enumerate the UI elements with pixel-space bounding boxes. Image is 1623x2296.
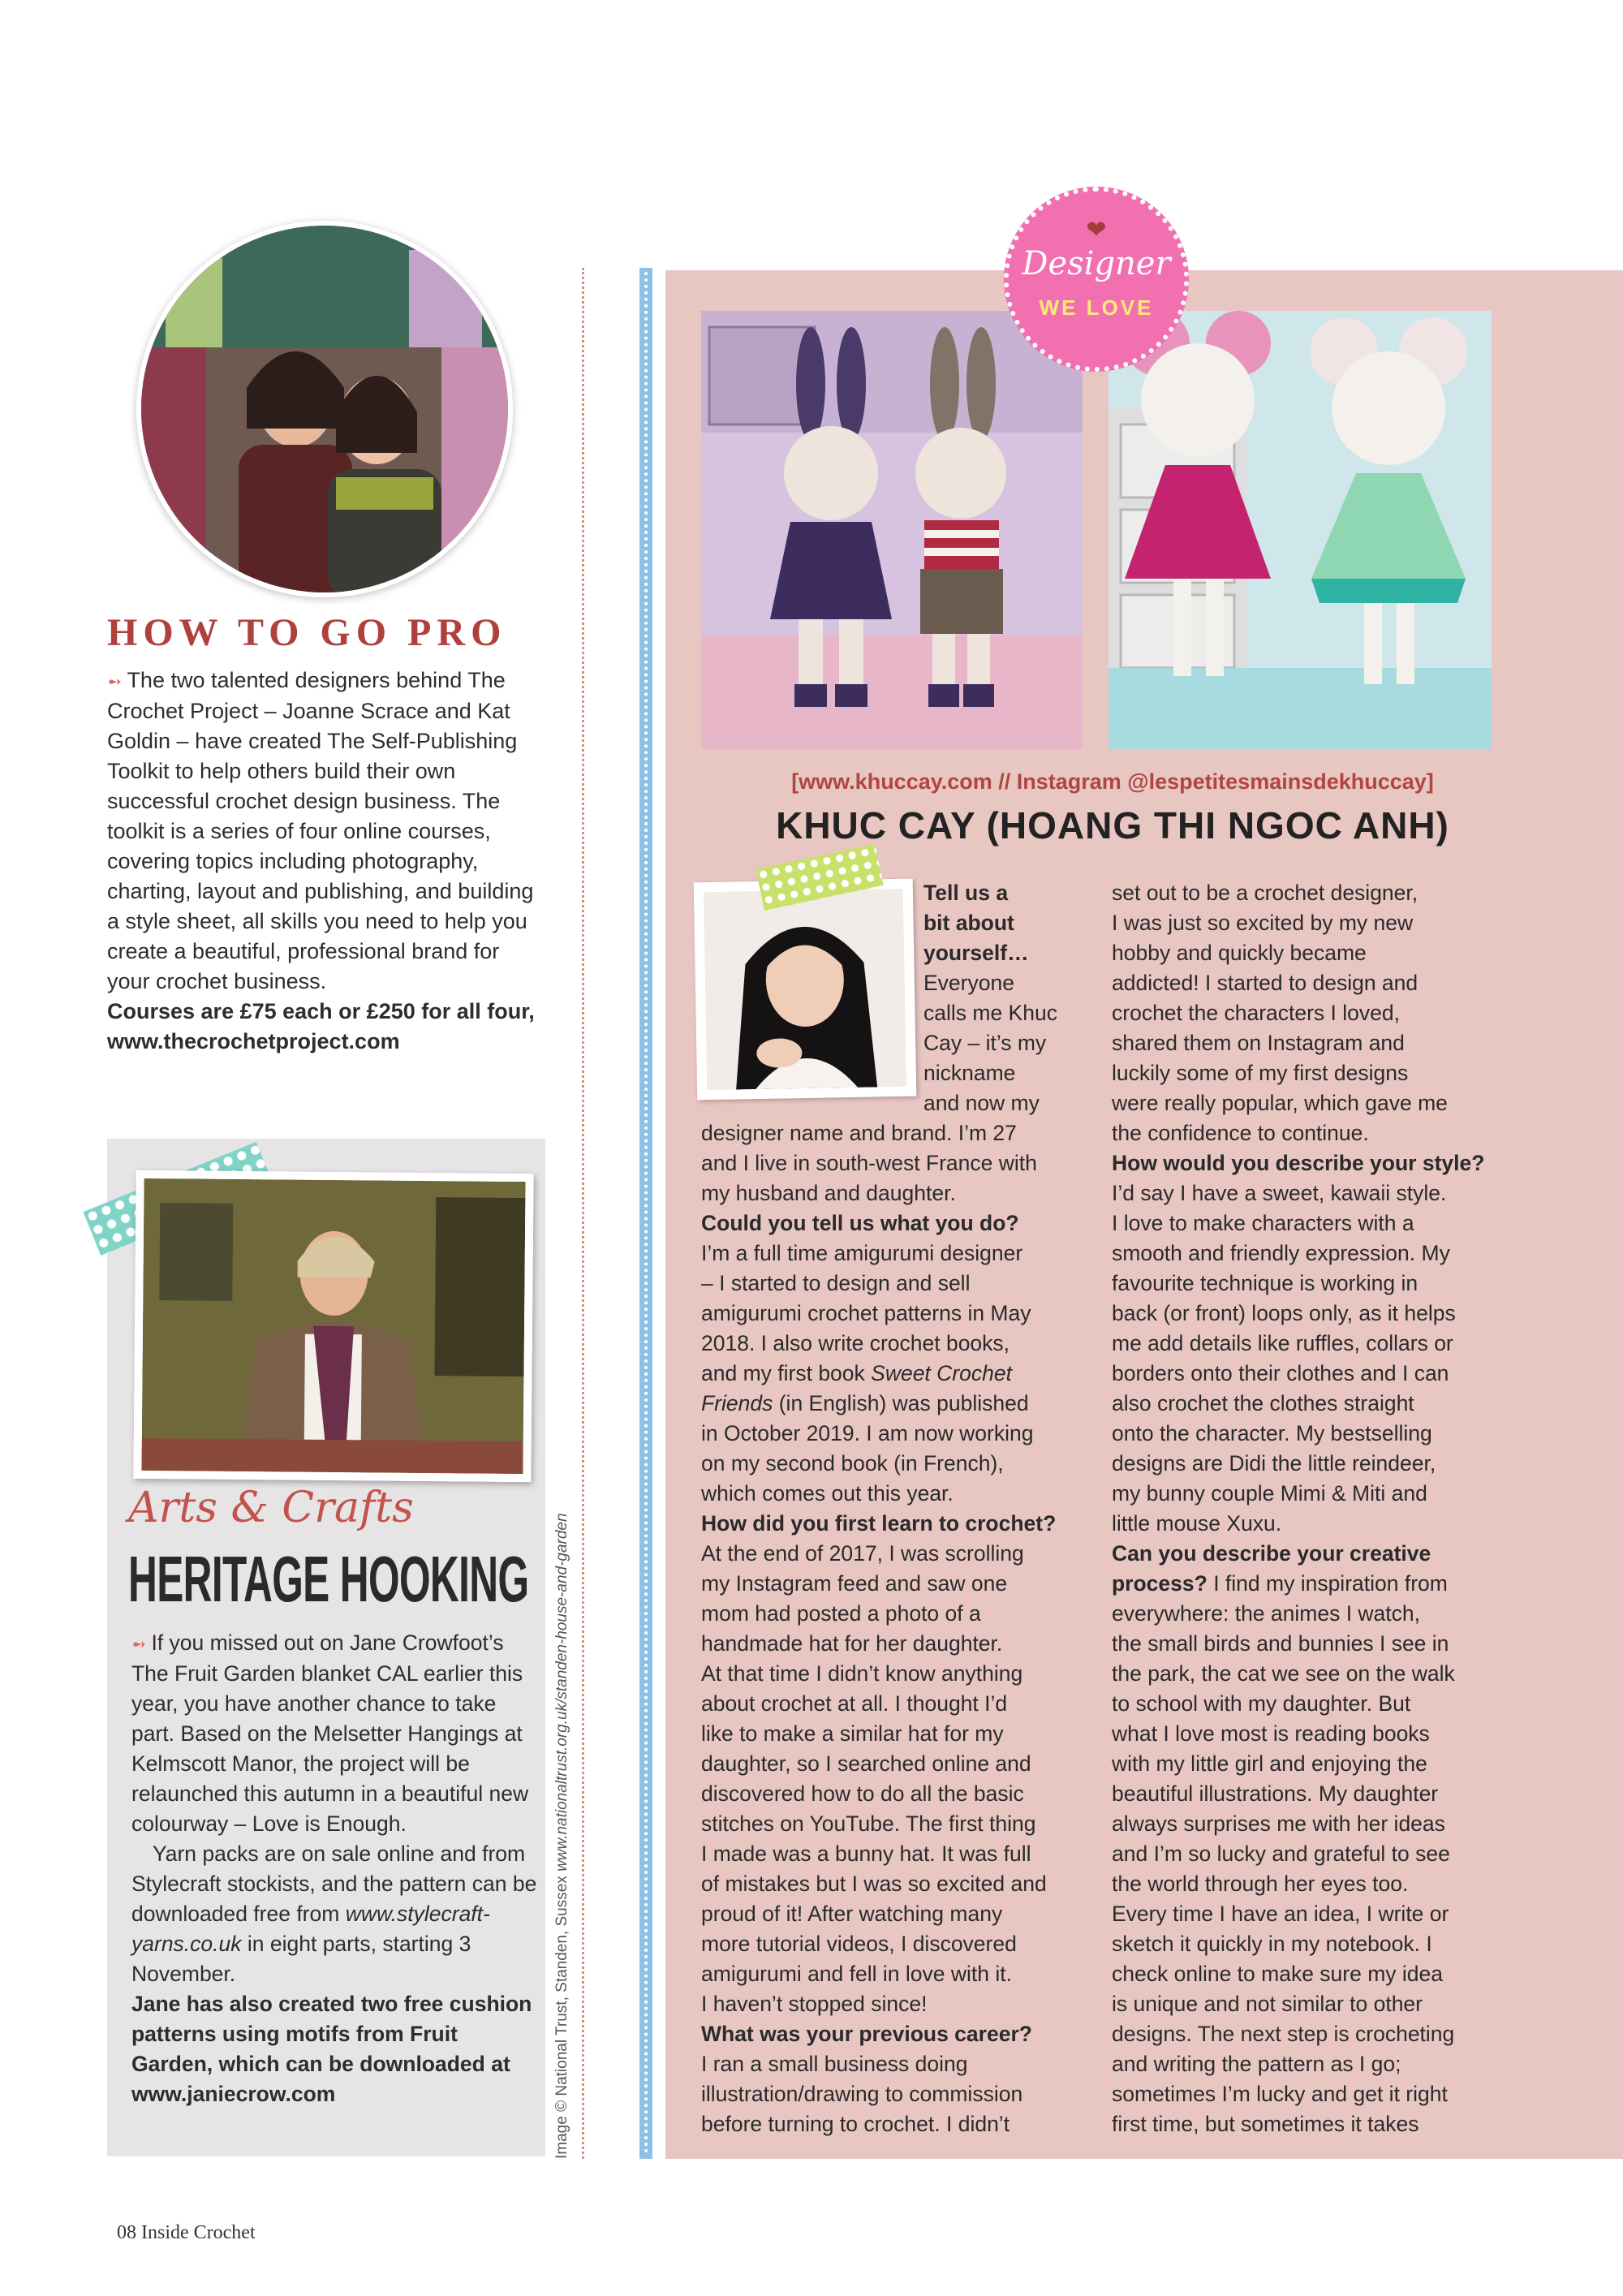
article-line: luckily some of my first designs [1112, 1061, 1409, 1085]
article-line: sometimes I’m lucky and get it right [1112, 2082, 1448, 2106]
article-line: of mistakes but I was so excited and [701, 1872, 1047, 1896]
article-line: I was just so excited by my new [1112, 911, 1414, 935]
page-footer [117, 2222, 256, 2244]
blue-divider-dots [644, 272, 648, 2155]
article-line: the confidence to continue. [1112, 1121, 1369, 1145]
article-line: amigurumi crochet patterns in May [701, 1301, 1031, 1325]
heritage-hooking-text [131, 1628, 537, 2109]
article-line: the small birds and bunnies I see in [1112, 1631, 1449, 1656]
article-line: addicted! I started to design and [1112, 971, 1419, 995]
article-line: first time, but sometimes it takes [1112, 2112, 1419, 2136]
jane-crowfoot-photo [133, 1170, 533, 1482]
article-line: my Instagram feed and saw one [701, 1571, 1008, 1596]
designer-we-love-badge [1004, 187, 1189, 372]
how-to-go-pro-body: The two talented designers behind The Crochet Project – Joanne Scrace and Kat Goldin – have created The Self-Publishing Toolkit to help others build their own successful crochet design business. The toolkit is a series of four online courses, covering topics including photography, charting, layout and publishing, and building a style sheet, all skills you need to help you create a beautiful, professional brand for your crochet business. [107, 668, 534, 993]
article-line: yourself… [923, 941, 1029, 965]
article-line: and I live in south-west France with [701, 1151, 1037, 1175]
article-line: my bunny couple Mimi & Miti and [1112, 1481, 1427, 1506]
heritage-paragraph-2: Yarn packs are on sale online and from Stylecraft stockists, and the pattern can be downloaded free from www.stylecraft-yarns.co.uk in eight parts, starting 3 November. [131, 1842, 537, 1986]
article-column-2 [1112, 878, 1501, 2139]
article-line: onto the character. My bestselling [1112, 1421, 1432, 1445]
article-line: amigurumi and fell in love with it. [701, 1962, 1012, 1986]
article-line: 2018. I also write crochet books, [701, 1331, 1010, 1355]
designers-round-photo [136, 221, 513, 597]
badge-script: Designer [1022, 245, 1171, 282]
article-line: and now my [923, 1091, 1040, 1115]
article-line: I’m a full time amigurumi designer [701, 1241, 1023, 1265]
article-line: – I started to design and sell [701, 1271, 971, 1295]
article-line: How did you first learn to crochet? [701, 1511, 1057, 1536]
article-line: Every time I have an idea, I write or [1112, 1902, 1449, 1926]
article-line: shared them on Instagram and [1112, 1031, 1405, 1055]
article-line: Friends (in English) was published [701, 1391, 1029, 1415]
article-line: the world through her eyes too. [1112, 1872, 1409, 1896]
dotted-divider [582, 268, 584, 2159]
article-line: to school with my daughter. But [1112, 1691, 1411, 1716]
arrow-icon: ➻ [107, 671, 123, 691]
article-line: handmade hat for her daughter. [701, 1631, 1003, 1656]
article-line: I made was a bunny hat. It was full [701, 1842, 1031, 1866]
article-line: were really popular, which gave me [1112, 1091, 1448, 1115]
article-line: I ran a small business doing [701, 2052, 968, 2076]
how-to-go-pro-pricing: Courses are £75 each or £250 for all four, www.thecrochetproject.com [107, 999, 535, 1053]
article-line: my husband and daughter. [701, 1181, 956, 1205]
article-line: bit about [923, 911, 1014, 935]
article-line: the park, the cat we see on the walk [1112, 1661, 1455, 1686]
article-line: what I love most is reading books [1112, 1721, 1430, 1746]
badge-subtitle: WE LOVE [1039, 295, 1154, 320]
article-line: check online to make sure my idea [1112, 1962, 1444, 1986]
how-to-go-pro-text [107, 666, 545, 1057]
article-line: with my little girl and enjoying the [1112, 1751, 1427, 1776]
designer-name: KHUC CAY (HOANG THI NGOC ANH) [776, 804, 1449, 846]
arts-crafts-script: Arts & Crafts [128, 1484, 414, 1532]
article-line: Can you describe your creative [1112, 1541, 1431, 1566]
article-line: little mouse Xuxu. [1112, 1511, 1282, 1536]
article-line: Could you tell us what you do? [701, 1211, 1019, 1235]
mouse-amigurumi-photo [1109, 311, 1492, 749]
article-line: proud of it! After watching many [701, 1902, 1003, 1926]
article-line: stitches on YouTube. The first thing [701, 1811, 1036, 1836]
page-number: 08 [117, 2222, 136, 2243]
article-line: also crochet the clothes straight [1112, 1391, 1414, 1415]
article-line: designs. The next step is crocheting [1112, 2022, 1455, 2046]
article-line: At the end of 2017, I was scrolling [701, 1541, 1024, 1566]
article-line: designer name and brand. I’m 27 [701, 1121, 1017, 1145]
article-line: favourite technique is working in [1112, 1271, 1419, 1295]
article-line: calls me Khuc [923, 1001, 1057, 1025]
bunny-amigurumi-photo [701, 311, 1083, 749]
article-line: What was your previous career? [701, 2022, 1032, 2046]
article-line: process? I find my inspiration from [1112, 1571, 1448, 1596]
article-line: me add details like ruffles, collars or [1112, 1331, 1453, 1355]
article-line: and my first book Sweet Crochet [701, 1361, 1012, 1385]
article-line: I haven’t stopped since! [701, 1992, 928, 2016]
stylecraft-link[interactable]: www.stylecraft-yarns.co.uk [131, 1902, 490, 1956]
heritage-bold-note: Jane has also created two free cushion patterns using motifs from Fruit Garden, which can be downloaded at www.janiecrow.com [131, 1992, 532, 2106]
article-line: I’d say I have a sweet, kawaii style. [1112, 1181, 1447, 1205]
article-line: smooth and friendly expression. My [1112, 1241, 1450, 1265]
article-line: like to make a similar hat for my [701, 1721, 1004, 1746]
article-line: on my second book (in French), [701, 1451, 1004, 1475]
article-line: everywhere: the animes I watch, [1112, 1601, 1421, 1626]
article-line: more tutorial videos, I discovered [701, 1932, 1017, 1956]
designer-urls[interactable]: [www.khuccay.com // Instagram @lespetitesmainsdekhuccay] [791, 769, 1434, 794]
article-line: before turning to crochet. I didn’t [701, 2112, 1010, 2136]
article-line: mom had posted a photo of a [701, 1601, 981, 1626]
article-line: back (or front) loops only, as it helps [1112, 1301, 1456, 1325]
article-line: crochet the characters I loved, [1112, 1001, 1400, 1025]
arrow-icon: ➻ [131, 1634, 147, 1654]
how-to-go-pro-title: HOW TO GO PRO [107, 611, 507, 654]
article-line: in October 2019. I am now working [701, 1421, 1034, 1445]
article-line: borders onto their clothes and I can [1112, 1361, 1449, 1385]
article-line: discovered how to do all the basic [701, 1781, 1024, 1806]
heart-icon: ❤ [1086, 217, 1107, 243]
article-line: and I’m so lucky and grateful to see [1112, 1842, 1450, 1866]
article-line: How would you describe your style? [1112, 1151, 1485, 1175]
article-line: is unique and not similar to other [1112, 1992, 1423, 2016]
article-line: hobby and quickly became [1112, 941, 1367, 965]
article-line: Tell us a [923, 881, 1009, 905]
article-column-1 [701, 878, 1091, 2139]
article-line: designs are Didi the little reindeer, [1112, 1451, 1436, 1475]
article-line: which comes out this year. [701, 1481, 954, 1506]
article-line: Everyone [923, 971, 1014, 995]
article-line: about crochet at all. I thought I’d [701, 1691, 1008, 1716]
article-line: and writing the pattern as I go; [1112, 2052, 1401, 2076]
article-line: nickname [923, 1061, 1016, 1085]
article-line: At that time I didn’t know anything [701, 1661, 1023, 1686]
article-line: set out to be a crochet designer, [1112, 881, 1419, 905]
article-line: always surprises me with her ideas [1112, 1811, 1445, 1836]
article-line: sketch it quickly in my notebook. I [1112, 1932, 1432, 1956]
heritage-hooking-title: HERITAGE HOOKING [128, 1543, 529, 1615]
article-line: Cay – it’s my [923, 1031, 1047, 1055]
article-line: daughter, so I searched online and [701, 1751, 1031, 1776]
article-line: illustration/drawing to commission [701, 2082, 1023, 2106]
image-credit: Image © National Trust, Standen, Sussex www.nationaltrust.org.uk/standen-house-and-garden [553, 1513, 570, 2159]
heritage-paragraph-1: ➻ If you missed out on Jane Crowfoot’s The Fruit Garden blanket CAL earlier this year, you have another chance to take part. Based on the Melsetter Hangings at Kelmscott Manor, the project will be relaunched this autumn in a beautiful new colourway – Love is Enough. [131, 1630, 529, 1836]
article-line: beautiful illustrations. My daughter [1112, 1781, 1439, 1806]
article-line: I love to make characters with a [1112, 1211, 1414, 1235]
magazine-name: Inside Crochet [141, 2222, 256, 2243]
